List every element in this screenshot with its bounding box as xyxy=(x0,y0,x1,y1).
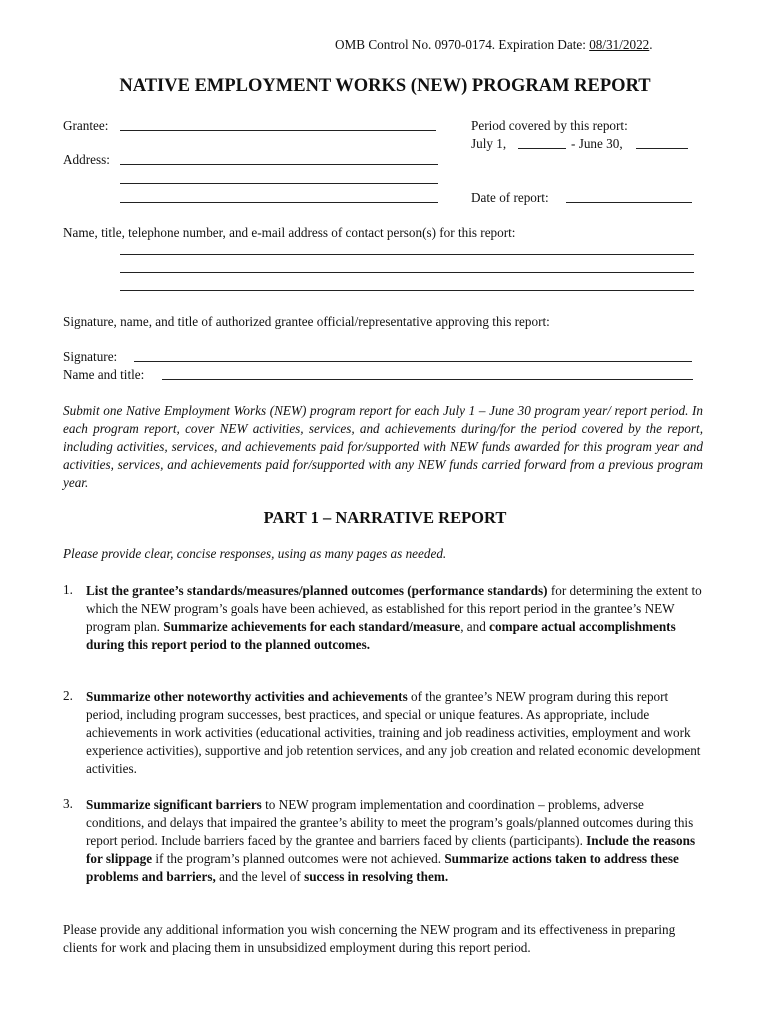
contact-field-3[interactable] xyxy=(120,290,694,291)
item-2-text: Summarize other noteworthy activities and achievements of the grantee’s NEW program during this report period, including program successes, best practices, and special or unique features. As appropriate, include achievements in work activities (educational activities, training and job readiness activities, employment and work experience activities), supportive and job retention services, and any job creation and related economic development activities. xyxy=(86,689,701,776)
closing-paragraph: Please provide any additional information you wish concerning the NEW program and its effectiveness in preparing clients for work and placing them in unsubsidized employment during this report period. xyxy=(63,922,676,955)
period-start-year-field[interactable] xyxy=(518,148,566,149)
date-of-report-label: Date of report: xyxy=(471,190,549,205)
omb-control-text: OMB Control No. 0970-0174. Expiration Date: xyxy=(335,37,590,52)
name-title-label: Name and title: xyxy=(63,367,145,382)
item-2-number: 2. xyxy=(63,688,73,703)
signature-label: Signature: xyxy=(63,349,118,364)
item-1-text: List the grantee’s standards/measures/planned outcomes (performance standards) for determining the extent to which the NEW program’s goals have been achieved, as established for this report period in the grantee’s NEW program plan. Summarize achievements for each standard/measure, and compare actual accomplishments during this report period to the planned outcomes. xyxy=(86,583,702,652)
address-label: Address: xyxy=(63,152,110,167)
address-field-3[interactable] xyxy=(120,202,438,203)
item-1-number: 1. xyxy=(63,582,73,597)
period-end-year-field[interactable] xyxy=(636,148,688,149)
period-july-label: July 1, xyxy=(471,136,507,151)
grantee-field[interactable] xyxy=(120,130,436,131)
contact-label: Name, title, telephone number, and e-mail address of contact person(s) for this report: xyxy=(63,225,516,240)
signature-intro: Signature, name, and title of authorized grantee official/representative approving this report: xyxy=(63,314,550,329)
expiration-date: 08/31/2022 xyxy=(589,37,650,52)
item-3-text: Summarize significant barriers to NEW program implementation and coordination – problems, adverse conditions, and delays that impaired the grantee’s ability to meet the program’s goals/planned outcomes during this report period. Include barriers faced by the grantee and barriers faced by clients (participants). Include the reasons for slippage if the program’s planned outcomes were not achieved. Summarize actions taken to address these problems and barriers, and the level of success in resolving them. xyxy=(86,797,696,884)
part1-intro: Please provide clear, concise responses, using as many pages as needed. xyxy=(63,546,447,561)
submission-instructions: Submit one Native Employment Works (NEW) program report for each July 1 – June 30 program year/ report period. In each program report, cover NEW activities, services, and achievements during/for the period covered by the report, including activities, services, and achievements paid for/supported with NEW funds awarded for this program year and activities, services, and achievements paid for/supported with any NEW funds carried forward from a previous program year. xyxy=(63,403,703,490)
address-field-2[interactable] xyxy=(120,183,438,184)
date-of-report-field[interactable] xyxy=(566,202,692,203)
item-3-number: 3. xyxy=(63,796,73,811)
period-june-label: - June 30, xyxy=(571,136,623,151)
name-title-field[interactable] xyxy=(162,379,693,380)
signature-field[interactable] xyxy=(134,361,692,362)
omb-control-line: OMB Control No. 0970-0174. Expiration Date: 08/31/2022. xyxy=(335,37,653,52)
page-title: NATIVE EMPLOYMENT WORKS (NEW) PROGRAM REPORT xyxy=(119,76,651,96)
grantee-label: Grantee: xyxy=(63,118,109,133)
part1-heading: PART 1 – NARRATIVE REPORT xyxy=(263,508,507,527)
contact-field-1[interactable] xyxy=(120,254,694,255)
contact-field-2[interactable] xyxy=(120,272,694,273)
address-field-1[interactable] xyxy=(120,164,438,165)
period-label: Period covered by this report: xyxy=(471,118,628,133)
